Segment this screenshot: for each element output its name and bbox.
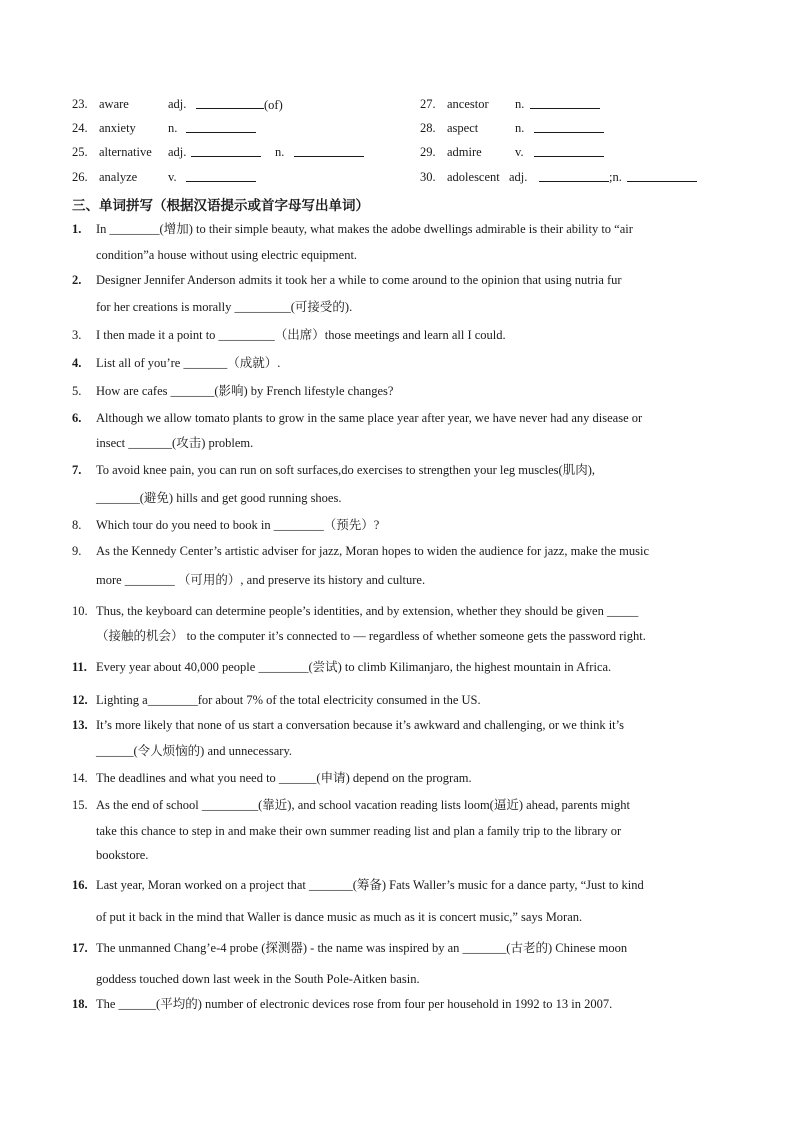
vocab-number: 29. (420, 145, 436, 159)
vocab-word: alternative (99, 145, 152, 159)
question-number: 17. (72, 941, 88, 955)
question-text: goddess touched down last week in the South Pole-Aitken basin. (96, 972, 420, 986)
question-text: Which tour do you need to book in ________（预先）? (96, 518, 380, 532)
answer-blank[interactable] (186, 120, 256, 133)
vocab-pos: n. (515, 97, 525, 111)
question-number: 16. (72, 878, 88, 892)
answer-blank[interactable] (191, 144, 261, 157)
question-number: 5. (72, 384, 82, 398)
vocab-number: 26. (72, 170, 88, 184)
question-text: Thus, the keyboard can determine people’s identities, and by extension, whether they should be given _____ (96, 604, 639, 618)
question-number: 13. (72, 718, 88, 732)
question-number: 3. (72, 328, 82, 342)
vocab-word: aspect (447, 121, 479, 135)
question-number: 4. (72, 356, 82, 370)
question-number: 14. (72, 771, 88, 785)
question-text: Although we allow tomato plants to grow in the same place year after year, we have never had any disease or (96, 411, 643, 425)
question-text: _______(避免) hills and get good running shoes. (96, 491, 342, 505)
vocab-word: ancestor (447, 97, 489, 111)
question-text: It’s more likely that none of us start a conversation because it’s awkward and challenging, or we think it’s (96, 718, 624, 732)
question-text: The ______(平均的) number of electronic devices rose from four per household in 1992 to 13 in 2007. (96, 997, 613, 1011)
vocab-pos: v. (168, 170, 177, 184)
question-number: 15. (72, 798, 88, 812)
question-number: 8. (72, 518, 82, 532)
question-number: 11. (72, 660, 87, 674)
answer-blank[interactable] (627, 169, 697, 182)
question-text: insect _______(攻击) problem. (96, 436, 254, 450)
question-number: 1. (72, 222, 82, 236)
vocab-number: 30. (420, 170, 436, 184)
question-text: List all of you’re _______（成就）. (96, 356, 281, 370)
vocab-word: anxiety (99, 121, 136, 135)
answer-blank[interactable] (534, 120, 604, 133)
question-text: As the end of school _________(靠近), and school vacation reading lists loom(逼近) ahead, parents might (96, 798, 630, 812)
question-text: condition”a house without using electric equipment. (96, 248, 358, 262)
vocab-separator: ;n. (609, 170, 622, 184)
question-text: ______(令人烦恼的) and unnecessary. (96, 744, 293, 758)
question-number: 18. (72, 997, 88, 1011)
answer-blank[interactable] (196, 96, 264, 109)
vocab-pos: adj. (168, 145, 187, 159)
vocab-pos: adj. (509, 170, 528, 184)
vocab-word: adolescent (447, 170, 500, 184)
answer-blank[interactable] (294, 144, 364, 157)
question-number: 6. (72, 411, 82, 425)
answer-blank[interactable] (530, 96, 600, 109)
section-title: 三、单词拼写（根据汉语提示或首字母写出单词） (72, 198, 369, 214)
vocab-word: analyze (99, 170, 138, 184)
question-text: Last year, Moran worked on a project that _______(筹备) Fats Waller’s music for a dance party, “Just to kind (96, 878, 644, 892)
vocab-pos: adj. (168, 97, 187, 111)
question-number: 2. (72, 273, 82, 287)
question-text: bookstore. (96, 848, 149, 862)
vocab-pos: n. (168, 121, 178, 135)
vocab-pos: n. (515, 121, 525, 135)
question-text: Every year about 40,000 people ________(尝试) to climb Kilimanjaro, the highest mountain in Africa. (96, 660, 612, 674)
vocab-pos: v. (515, 145, 524, 159)
vocab-suffix: (of) (264, 98, 283, 112)
question-text: for her creations is morally _________(可接受的). (96, 300, 353, 314)
question-text: take this chance to step in and make their own summer reading list and plan a family trip to the library or (96, 824, 622, 838)
vocab-word: admire (447, 145, 482, 159)
answer-blank[interactable] (534, 144, 604, 157)
question-text: The deadlines and what you need to ______(申请) depend on the program. (96, 771, 472, 785)
question-text: more ________ （可用的）, and preserve its history and culture. (96, 573, 426, 587)
question-text: Lighting a________for about 7% of the total electricity consumed in the US. (96, 693, 481, 707)
vocab-number: 27. (420, 97, 436, 111)
vocab-word: aware (99, 97, 129, 111)
question-text: The unmanned Chang’e-4 probe (探测器) - the name was inspired by an _______(古老的) Chinese moon (96, 941, 628, 955)
vocab-number: 24. (72, 121, 88, 135)
question-text: （接触的机会） to the computer it’s connected to — regardless of whether someone gets the password right. (96, 629, 646, 643)
question-text: To avoid knee pain, you can run on soft surfaces,do exercises to strengthen your leg muscles(肌肉), (96, 463, 595, 477)
question-text: Designer Jennifer Anderson admits it took her a while to come around to the opinion that using nutria fur (96, 273, 622, 287)
question-number: 12. (72, 693, 88, 707)
question-text: How are cafes _______(影响) by French lifestyle changes? (96, 384, 394, 398)
question-text: As the Kennedy Center’s artistic adviser for jazz, Moran hopes to widen the audience for jazz, make the music (96, 544, 650, 558)
vocab-number: 28. (420, 121, 436, 135)
question-text: of put it back in the mind that Waller is dance music as much as it is concert music,” says Moran. (96, 910, 583, 924)
answer-blank[interactable] (539, 169, 609, 182)
question-number: 7. (72, 463, 82, 477)
question-number: 10. (72, 604, 88, 618)
vocab-number: 25. (72, 145, 88, 159)
question-text: I then made it a point to _________（出席）those meetings and learn all I could. (96, 328, 506, 342)
question-number: 9. (72, 544, 82, 558)
question-text: In ________(增加) to their simple beauty, what makes the adobe dwellings admirable is their ability to “air (96, 222, 633, 236)
vocab-number: 23. (72, 97, 88, 111)
answer-blank[interactable] (186, 169, 256, 182)
vocab-pos-2: n. (275, 145, 285, 159)
